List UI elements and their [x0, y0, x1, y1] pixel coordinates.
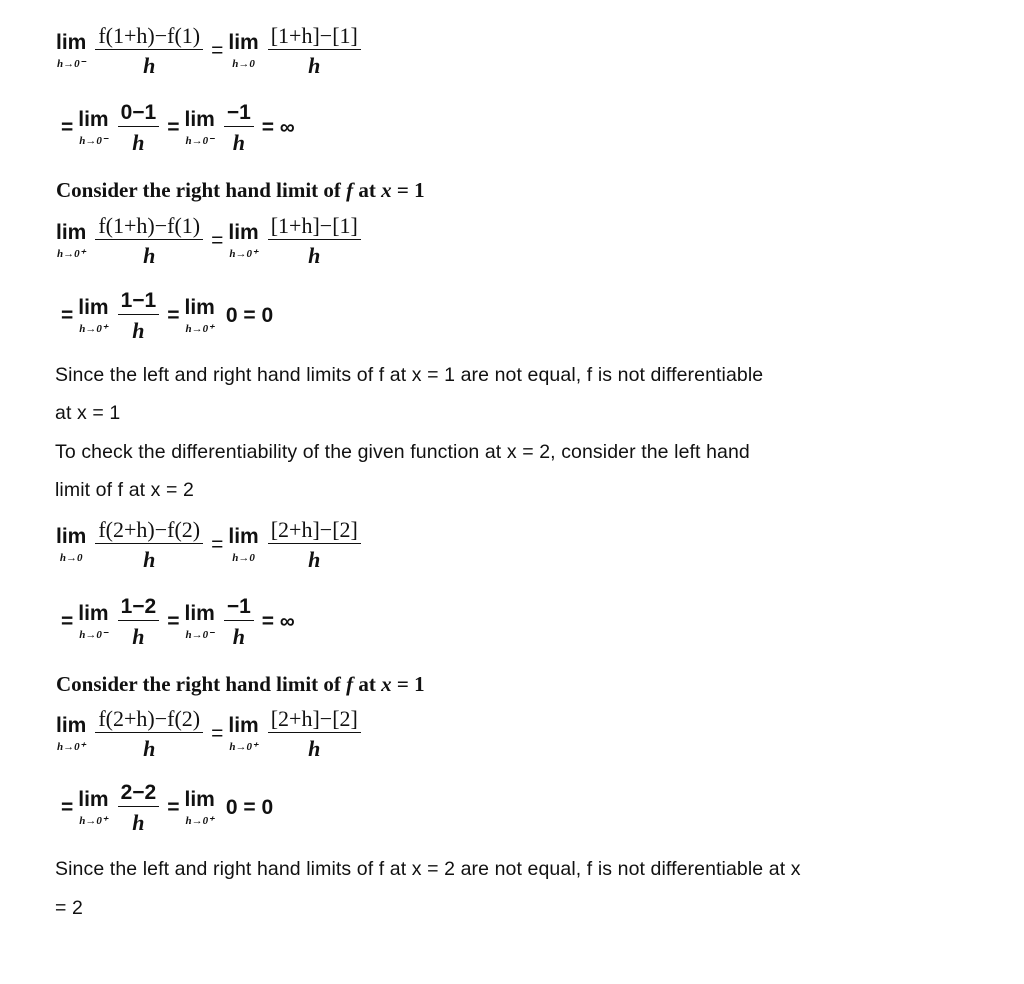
- left-limit-definition-x2: lim h→0 $\frac{f(2+h)-f(2)}{h}$ = lim h→0 $\frac{[2+h]-[2]}{h}$: [56, 518, 364, 571]
- difference-quotient: $\frac{f(1+h)-f(1)}{h}$: [95, 24, 203, 77]
- limit-operator: lim h→0⁻: [78, 602, 109, 642]
- conclusion-x1-line2: at x = 1: [55, 402, 121, 424]
- limit-operator: lim h→0⁺: [78, 788, 109, 828]
- right-limit-evaluation-x2: = lim h→0⁺ $\frac{2-2}{h}$ = lim h→0⁺ 0 = 0: [61, 781, 274, 836]
- conclusion-x2-line1: Since the left and right hand limits of f at x = 2 are not equal, f is not differentiable at x: [55, 858, 801, 880]
- left-limit-evaluation-x1: = lim h→0⁻ $\frac{0-1}{h}$ = lim h→0⁻ $\frac{-1}{h}$ = ∞: [61, 101, 295, 156]
- right-limit-heading-1: Consider the right hand limit of f at x = 1: [56, 178, 425, 202]
- difference-quotient: $\frac{f(1+h)-f(1)}{h}$: [95, 214, 203, 267]
- conclusion-x1-line1: Since the left and right hand limits of f at x = 1 are not equal, f is not differentiable: [55, 364, 764, 386]
- right-limit-definition-x1: lim h→0⁺ $\frac{f(1+h)-f(1)}{h}$ = lim h→0⁺ $\frac{[1+h]-[1]}{h}$: [56, 214, 364, 267]
- intro-x2-line2: limit of f at x = 2: [55, 479, 194, 501]
- quotient: $\frac{2-2}{h}$: [118, 782, 160, 834]
- quotient: $\frac{-1}{h}$: [224, 596, 254, 648]
- limit-operator: lim h→0⁺: [56, 220, 87, 260]
- limit-operator: lim h→0⁻: [78, 108, 109, 148]
- left-limit-definition-x1: lim h→0⁻ $\frac{f(1+h)-f(1)}{h}$ = lim h→0 $\frac{[1+h]-[1]}{h}$: [56, 24, 364, 77]
- right-limit-evaluation-x1: = lim h→0⁺ $\frac{1-1}{h}$ = lim h→0⁺ 0 = 0: [61, 289, 274, 344]
- right-limit-definition-x2: lim h→0⁺ $\frac{f(2+h)-f(2)}{h}$ = lim h→0⁺ $\frac{[2+h]-[2]}{h}$: [56, 707, 364, 760]
- difference-quotient: $\frac{f(2+h)-f(2)}{h}$: [95, 518, 203, 571]
- floor-quotient: $\frac{[1+h]-[1]}{h}$: [268, 214, 361, 267]
- quotient: $\frac{1-1}{h}$: [118, 290, 160, 342]
- limit-operator: lim h→0⁻: [184, 602, 215, 642]
- limit-operator: lim h→0⁺: [78, 296, 109, 336]
- limit-operator: lim h→0⁺: [228, 220, 259, 260]
- intro-x2-line1: To check the differentiability of the given function at x = 2, consider the left hand: [55, 441, 750, 463]
- limit-operator: lim h→0: [56, 524, 87, 564]
- quotient: $\frac{0-1}{h}$: [118, 102, 160, 154]
- limit-operator: lim h→0⁺: [184, 296, 215, 336]
- floor-quotient: $\frac{[2+h]-[2]}{h}$: [268, 707, 361, 760]
- difference-quotient: $\frac{f(2+h)-f(2)}{h}$: [95, 707, 203, 760]
- limit-operator: lim h→0⁻: [184, 108, 215, 148]
- floor-quotient: $\frac{[1+h]-[1]}{h}$: [268, 24, 361, 77]
- right-limit-heading-2: Consider the right hand limit of f at x = 1: [56, 672, 425, 696]
- quotient: $\frac{1-2}{h}$: [118, 596, 160, 648]
- limit-operator: lim h→0⁺: [184, 788, 215, 828]
- conclusion-x2-line2: = 2: [55, 897, 83, 919]
- limit-operator: lim h→0⁻: [56, 30, 87, 70]
- left-limit-evaluation-x2: = lim h→0⁻ $\frac{1-2}{h}$ = lim h→0⁻ $\frac{-1}{h}$ = ∞: [61, 595, 295, 650]
- limit-operator: lim h→0⁺: [228, 713, 259, 753]
- limit-operator: lim h→0⁺: [56, 713, 87, 753]
- limit-operator: lim h→0: [228, 30, 259, 70]
- quotient: $\frac{-1}{h}$: [224, 102, 254, 154]
- floor-quotient: $\frac{[2+h]-[2]}{h}$: [268, 518, 361, 571]
- limit-operator: lim h→0: [228, 524, 259, 564]
